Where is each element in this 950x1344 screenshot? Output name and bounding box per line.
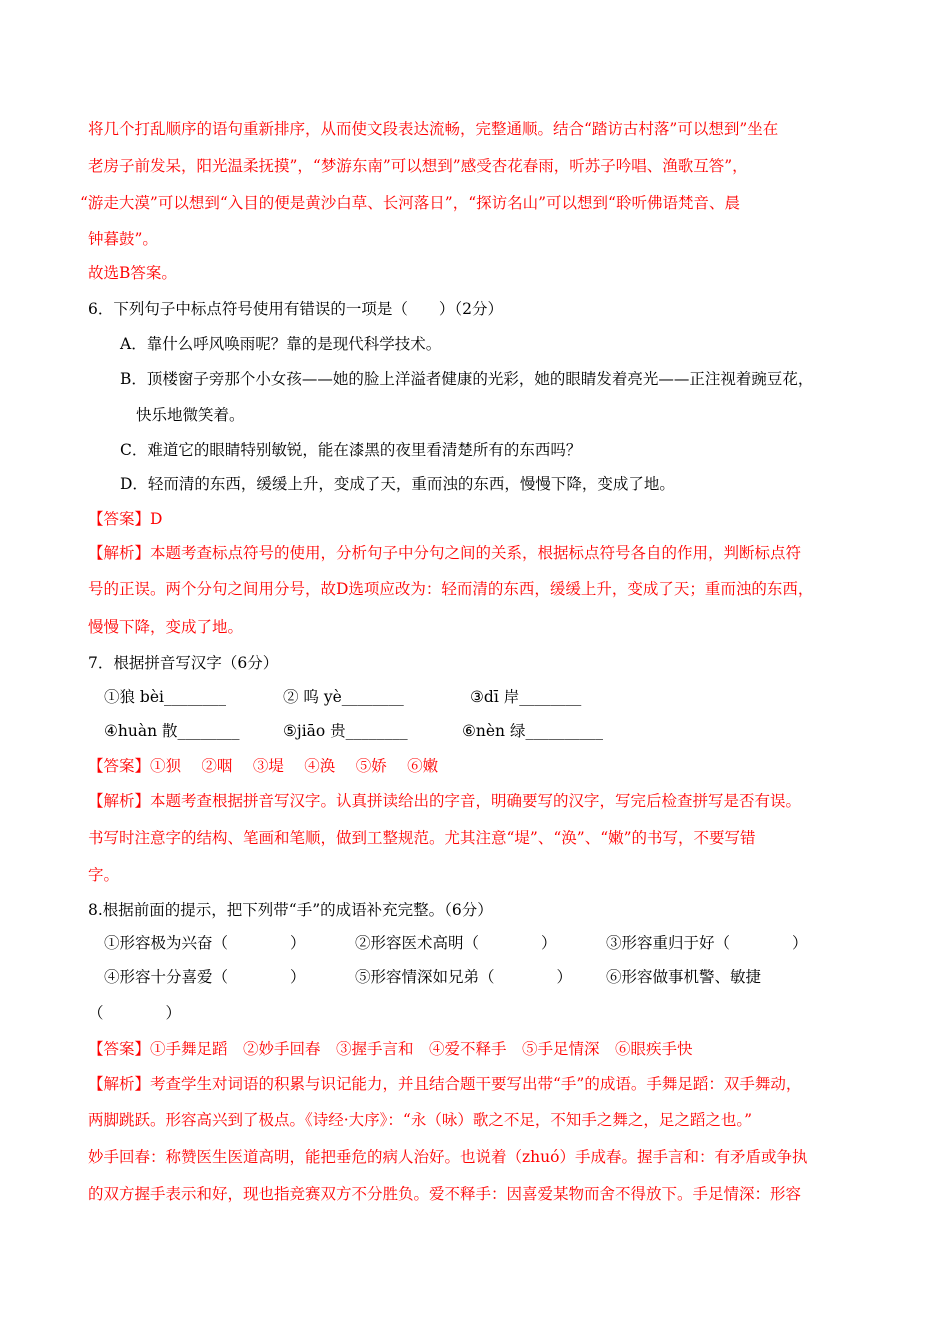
question-8-analysis: 的双方握手表示和好，现也指竞赛双方不分胜负。爱不释手：因喜爱某物而舍不得放下。手足情深：形容: [88, 1185, 802, 1203]
question-6-analysis: 【解析】本题考查标点符号的使用，分析句子中分句之间的关系，根据标点符号各自的作用，判断标点符: [88, 544, 802, 562]
question-8-analysis: 妙手回春：称赞医生医道高明，能把垂危的病人治好。也说着（zhuó）手成春。握手言和：有矛盾或争执: [88, 1148, 808, 1166]
pinyin-item: ⑥nèn 绿__________: [462, 722, 603, 740]
question-8-title: 8.根据前面的提示，把下列带“手”的成语补充完整。（6分）: [88, 901, 493, 919]
question-8-analysis: 【解析】考查学生对词语的积累与识记能力，并且结合题干要写出带“手”的成语。手舞足蹈：双手舞动，: [88, 1075, 802, 1093]
explanation-line: “游走大漠”可以想到“入目的便是黄沙白草、长河落日”，“探访名山”可以想到“聆听佛语梵音、晨: [80, 194, 740, 212]
explanation-line: 钟暮鼓”。: [88, 230, 158, 248]
question-6-analysis: 号的正误。两个分句之间用分号，故D选项应改为：轻而清的东西，缓缓上升，变成了天；重而浊的东西，: [88, 580, 814, 598]
question-6-option-b: B．顶楼窗子旁那个小女孩——她的脸上洋溢者健康的光彩，她的眼睛发着亮光——正注视着豌豆花，: [120, 370, 814, 388]
idiom-prompt: ②形容医术高明（ ）: [355, 934, 557, 952]
idiom-prompt: ④形容十分喜爱（ ）: [104, 968, 306, 986]
question-8-analysis: 两脚跳跃。形容高兴到了极点。《诗经·大序》：“永（咏）歌之不足，不知手之舞之，足之蹈之也。”: [88, 1111, 753, 1129]
idiom-prompt: ③形容重归于好（ ）: [606, 934, 808, 952]
question-7-answer: 【答案】①狈 ②咽 ③堤 ④涣 ⑤娇 ⑥嫩: [88, 757, 439, 775]
question-6-analysis: 慢慢下降，变成了地。: [88, 618, 244, 636]
explanation-line: 老房子前发呆，阳光温柔抚摸”，“梦游东南”可以想到”感受杏花春雨，听苏子吟唱、渔歌互答”，: [88, 157, 748, 175]
question-8-answer: 【答案】①手舞足蹈 ②妙手回春 ③握手言和 ④爱不释手 ⑤手足情深 ⑥眼疾手快: [88, 1040, 693, 1058]
pinyin-item: ⑤jiāo 贵________: [283, 722, 408, 740]
idiom-prompt: ⑤形容情深如兄弟（ ）: [355, 968, 573, 986]
idiom-prompt: ⑥形容做事机警、敏捷: [606, 968, 762, 986]
answer-choice-line: 故选B答案。: [88, 264, 177, 282]
pinyin-item: ② 呜 yè________: [283, 688, 404, 706]
explanation-line: 将几个打乱顺序的语句重新排序，从而使文段表达流畅，完整通顺。结合“踏访古村落”可以想到”坐在: [88, 120, 779, 138]
pinyin-item: ③dī 岸________: [470, 688, 582, 706]
question-6-title: 6．下列句子中标点符号使用有错误的一项是（ ）（2分）: [88, 300, 503, 318]
question-6-answer: 【答案】D: [88, 510, 163, 528]
question-6-option-b-cont: 快乐地微笑着。: [136, 406, 245, 424]
question-6-option-a: A．靠什么呼风唤雨呢？靠的是现代科学技术。: [120, 335, 442, 353]
question-6-option-c: C．难道它的眼睛特别敏锐，能在漆黑的夜里看清楚所有的东西吗？: [120, 441, 582, 459]
question-7-analysis: 字。: [88, 866, 120, 884]
pinyin-item: ④huàn 散________: [104, 722, 240, 740]
question-6-option-d: D．轻而清的东西，缓缓上升，变成了天，重而浊的东西，慢慢下降，变成了地。: [120, 475, 675, 493]
idiom-prompt: ①形容极为兴奋（ ）: [104, 934, 306, 952]
idiom-prompt-blank: （ ）: [88, 1004, 182, 1022]
question-7-analysis: 【解析】本题考查根据拼音写汉字。认真拼读给出的字音，明确要写的汉字，写完后检查拼写是否有误。: [88, 792, 802, 810]
pinyin-item: ①狼 bèi________: [104, 688, 226, 706]
question-7-title: 7．根据拼音写汉字（6分）: [88, 654, 279, 672]
question-7-analysis: 书写时注意字的结构、笔画和笔顺，做到工整规范。尤其注意“堤”、“涣”、“嫩”的书写，不要写错: [88, 829, 756, 847]
